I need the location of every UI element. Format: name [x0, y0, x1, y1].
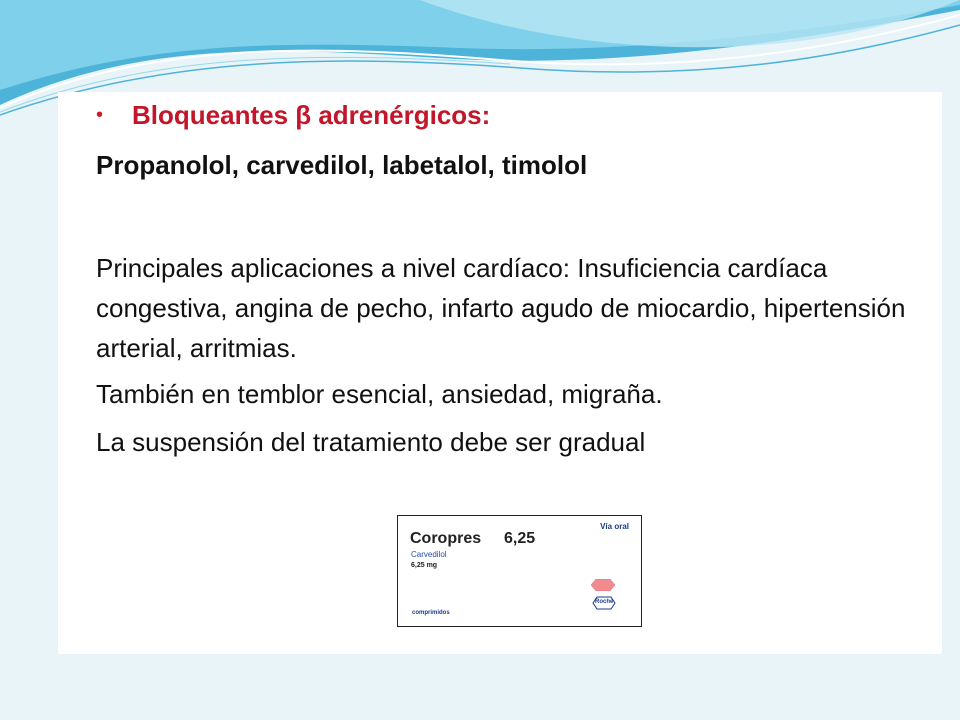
drug-list: Propanolol, carvedilol, labetalol, timolol	[96, 150, 588, 180]
package-route: Vía oral	[600, 522, 629, 531]
package-strength: 6,25 mg	[411, 562, 438, 569]
bullet: •	[96, 104, 104, 126]
package-maker: Roche	[595, 599, 614, 605]
slide-heading: Bloqueantes β adrenérgicos:	[132, 100, 491, 130]
package-form: comprimidos	[412, 610, 450, 616]
paragraph-applications: Principales aplicaciones a nivel cardíaco: Insuficiencia cardíaca congestiva, angina de pecho, infarto agudo de miocardio, hipertensión arterial, arritmias.	[96, 253, 906, 363]
tablet-icon	[591, 579, 615, 591]
medicine-package-image	[397, 515, 642, 627]
paragraph-suspension: La suspensión del tratamiento debe ser gradual	[96, 427, 646, 457]
paragraph-other-uses: También en temblor esencial, ansiedad, migraña.	[96, 379, 663, 409]
heading-row	[96, 100, 490, 131]
package-dose: 6,25	[504, 530, 536, 547]
package-brand: Coropres	[410, 530, 482, 547]
package-generic: Carvedilol	[411, 550, 447, 559]
